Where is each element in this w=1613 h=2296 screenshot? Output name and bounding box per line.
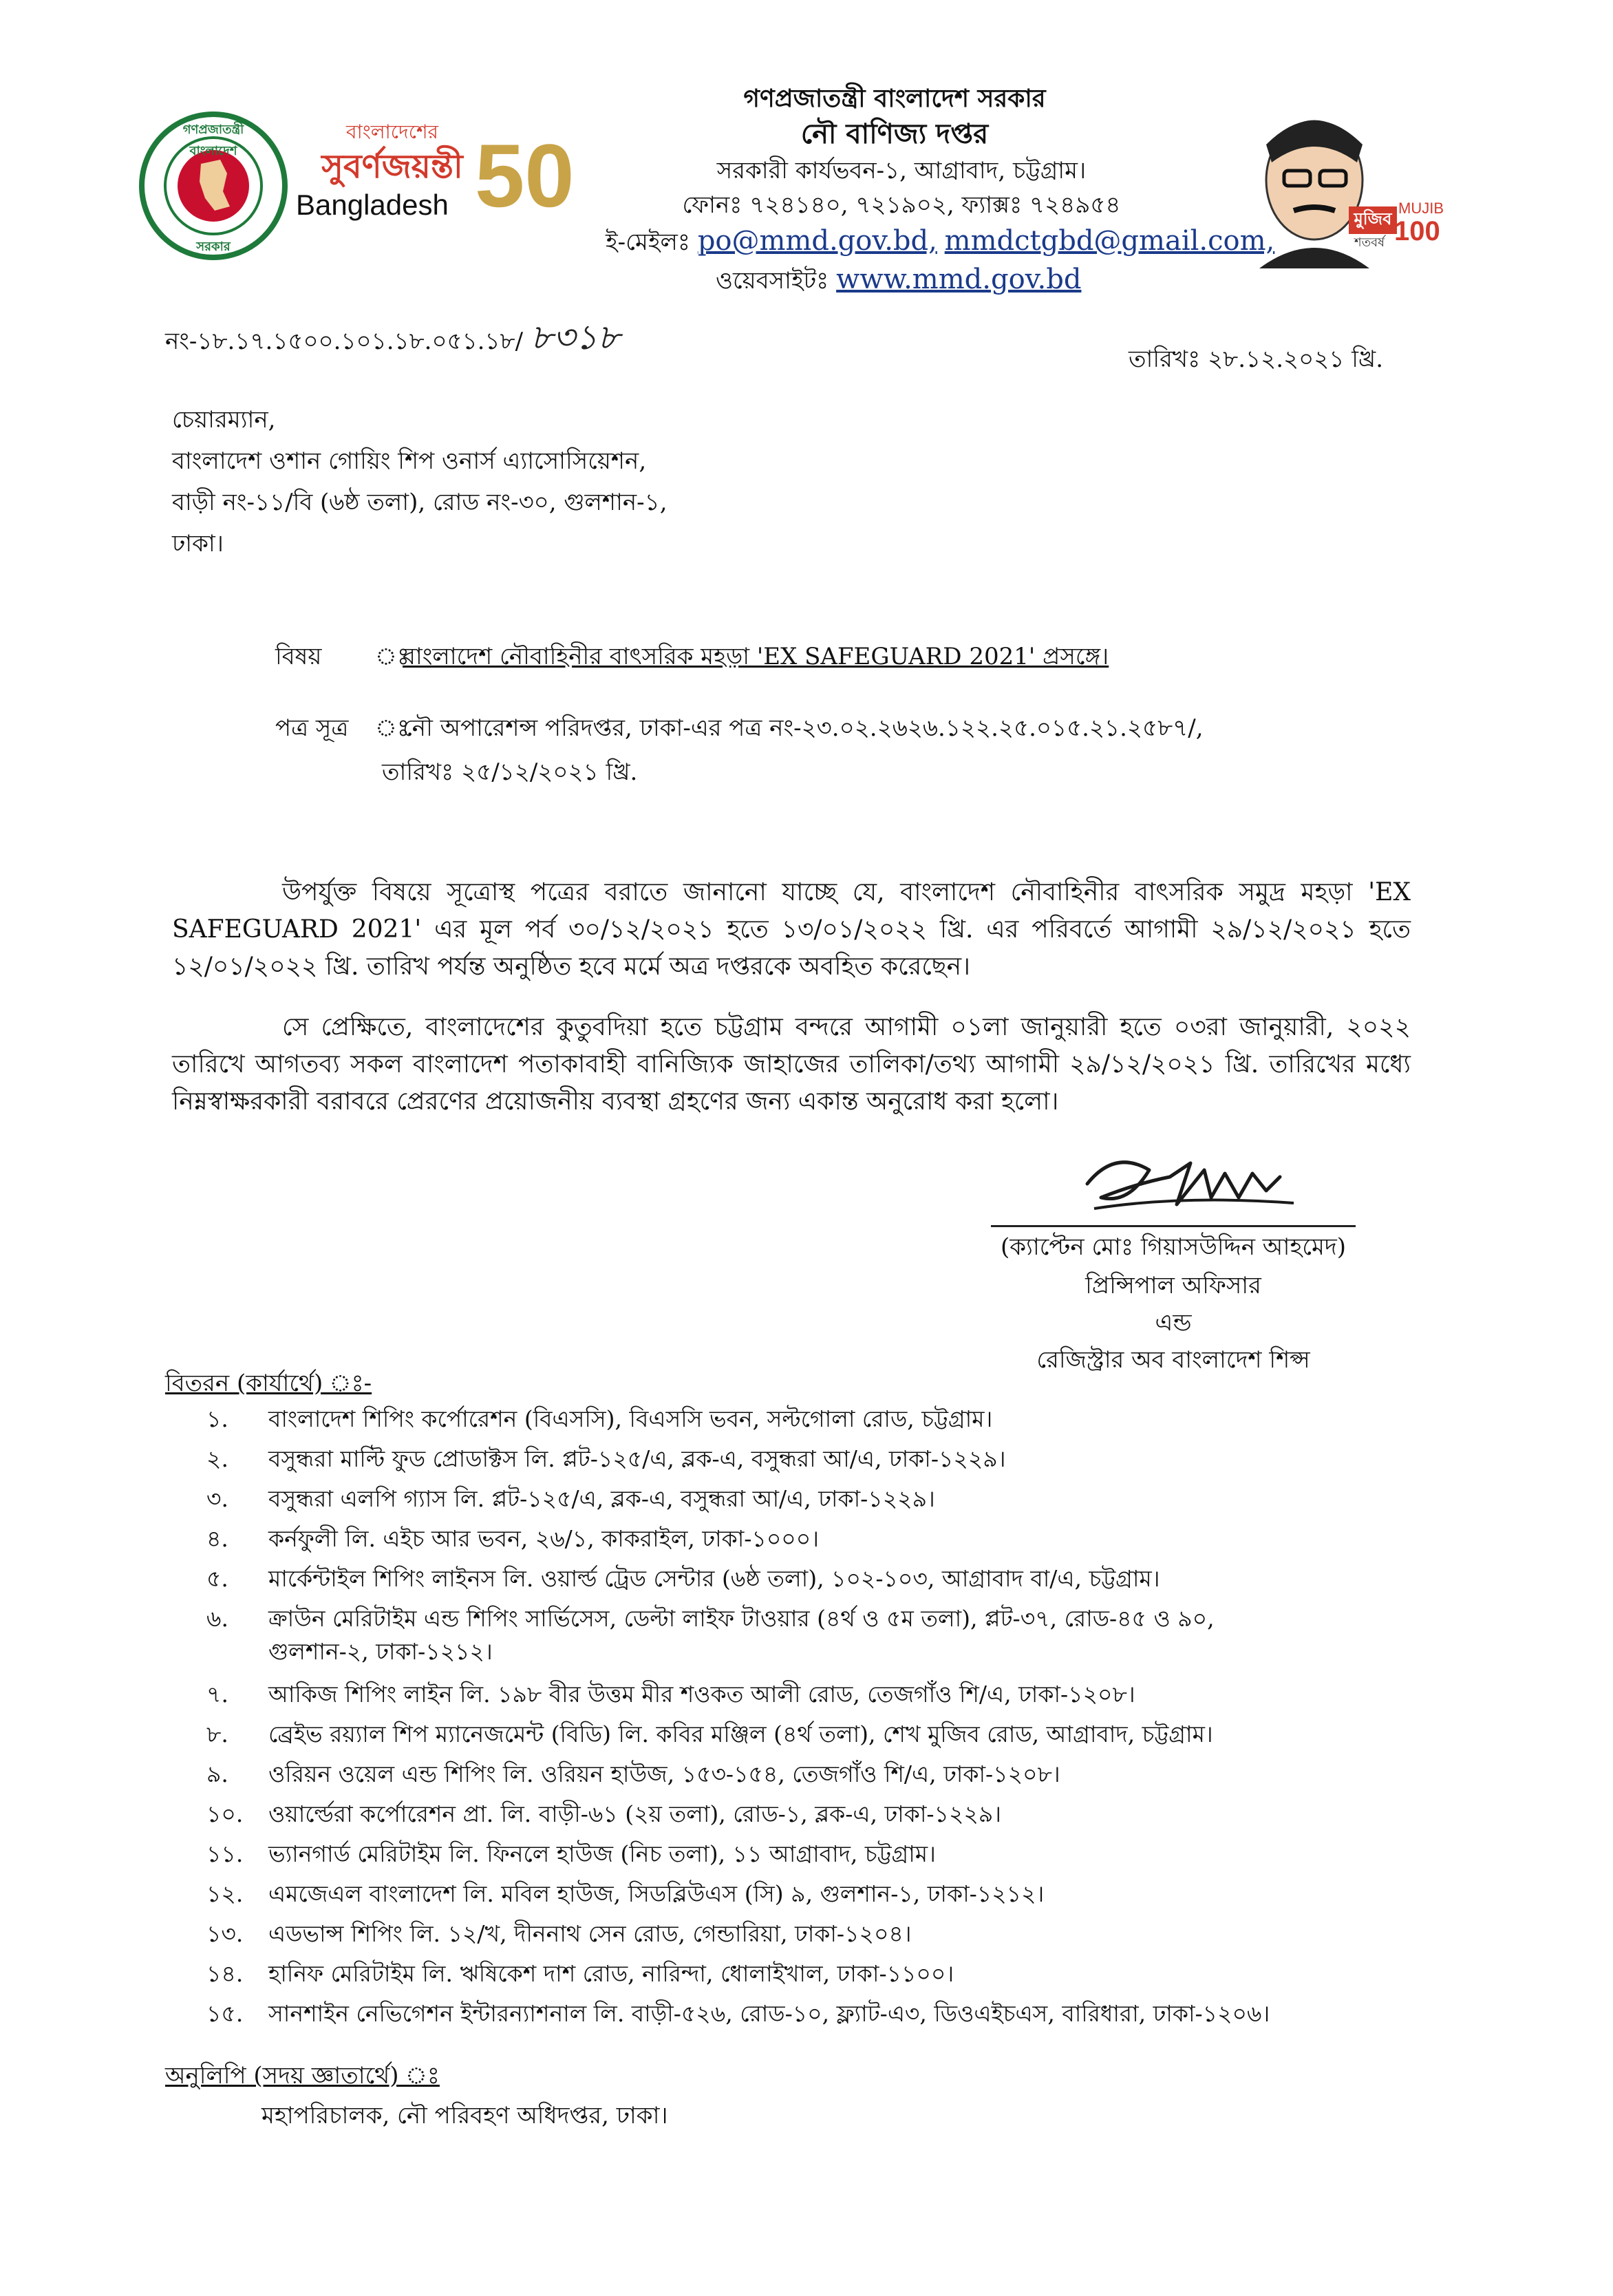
list-item-number: ১৩. xyxy=(206,1920,244,1947)
seal-bottom-text: সরকার xyxy=(196,240,231,254)
recipient-line: বাড়ী নং-১১/বি (৬ষ্ঠ তলা), রোড নং-৩০, গুলশান-১, xyxy=(172,489,667,516)
signature-line xyxy=(991,1225,1356,1227)
list-item-number: ২. xyxy=(206,1445,228,1472)
jubilee-english: Bangladesh xyxy=(296,189,449,221)
subject-label: বিষয় xyxy=(275,643,322,670)
reference-label: পত্র সূত্র xyxy=(275,714,349,742)
list-item-number: ১৫. xyxy=(206,2000,244,2027)
recipient-line: চেয়ারম্যান, xyxy=(172,406,276,434)
header-web-row xyxy=(716,264,1081,296)
signatory-title-2: এন্ড xyxy=(1155,1309,1192,1337)
jubilee-line1: বাংলাদেশের xyxy=(346,120,438,143)
list-item-number: ১১. xyxy=(206,1840,244,1867)
email-label: ই-মেইলঃ xyxy=(606,228,690,256)
reference-line-2: তারিখঃ ২৫/১২/২০২১ খ্রি. xyxy=(382,758,638,786)
seal-top-text: গণপ্রজাতন্ত্রী বাংলাদেশ xyxy=(182,123,244,158)
body-paragraph-1: উপর্যুক্ত বিষয়ে সূত্রোস্থ পত্রের বরাতে জানানো যাচ্ছে যে, বাংলাদেশ নৌবাহিনীর বাৎসরিক সমুদ্র মহড়া 'EX SAFEGUARD 2021' এর মূল পর্ব ৩০/১২/২০২১ হতে ১৩/০১/২০২২ খ্রি. এর পরিবর্তে আগামী ২৯/১২/২০২১ হতে ১২/০১/২০২২ খ্রি. তারিখ পর্যন্ত অনুষ্ঠিত হবে মর্মে অত্র দপ্তরকে অবহিত করেছেন। xyxy=(172,878,1411,981)
recipient-line: বাংলাদেশ ওশান গোয়িং শিপ ওনার্স এ্যাসোসিয়েশন, xyxy=(172,447,647,475)
list-item-number: ৮. xyxy=(206,1721,228,1747)
list-item-text: আকিজ শিপিং লাইন লি. ১৯৮ বীর উত্তম মীর শওকত আলী রোড, তেজগাঁও শি/এ, ঢাকা-১২০৮। xyxy=(268,1681,1135,1708)
list-item-number: ৪. xyxy=(206,1525,228,1552)
body-paragraph-2: সে প্রেক্ষিতে, বাংলাদেশের কুতুবদিয়া হতে চট্টগ্রাম বন্দরে আগামী ০১লা জানুয়ারী হতে ০৩রা জানুয়ারী, ২০২২ তারিখে আগতব্য সকল বাংলাদেশ পতাকাবাহী বানিজ্যিক জাহাজের তালিকা/তথ্য আগামী ২৯/১২/২০২১ খ্রি. তারিখের মধ্যে নিম্নস্বাক্ষরকারী বরাবরে প্রেরণের প্রয়োজনীয় ব্যবস্থা গ্রহণের জন্য একান্ত অনুরোধ করা হলো। xyxy=(172,1013,1411,1116)
list-item-continuation xyxy=(268,1637,493,1667)
memo-date: তারিখঃ ২৮.১২.২০২১ খ্রি. xyxy=(1129,346,1384,373)
header-address: সরকারী কার্যভবন-১, আগ্রাবাদ, চট্টগ্রাম। xyxy=(716,157,1087,184)
list-item-text: এডভান্স শিপিং লি. ১২/খ, দীননাথ সেন রোড, গেন্ডারিয়া, ঢাকা-১২০৪। xyxy=(268,1920,912,1947)
list-item-text: বসুন্ধরা এলপি গ্যাস লি. প্লট-১২৫/এ, ব্লক-এ, বসুন্ধরা আ/এ, ঢাকা-১২২৯। xyxy=(268,1485,935,1512)
memo-reference-number: নং-১৮.১৭.১৫০০.১০১.১৮.০৫১.১৮/ xyxy=(165,328,524,355)
mujib-sub-label: শতবর্ষ xyxy=(1354,235,1385,250)
list-item-number: ৯. xyxy=(206,1761,228,1787)
list-item-number: ১০. xyxy=(206,1800,244,1827)
jubilee-line2: সুবর্ণজয়ন্তী xyxy=(321,147,463,186)
list-item-text: ওরিয়ন ওয়েল এন্ড শিপিং লি. ওরিয়ন হাউজ, ১৫৩-১৫৪, তেজগাঁও শি/এ, ঢাকা-১২০৮। xyxy=(268,1761,1060,1787)
list-item-text: হানিফ মেরিটাইম লি. ঋষিকেশ দাশ রোড, নারিন্দা, ধোলাইখাল, ঢাকা-১১০০। xyxy=(268,1960,954,1987)
list-item-number: ৫. xyxy=(206,1565,228,1592)
list-item-text: ক্রাউন মেরিটাইম এন্ড শিপিং সার্ভিসেস, ডেল্টা লাইফ টাওয়ার (৪র্থ ও ৫ম তলা), প্লট-৩৭, রোড-৪৫ ও ৯০, xyxy=(268,1605,1215,1632)
header-government: গণপ্রজাতন্ত্রী বাংলাদেশ সরকার xyxy=(743,84,1046,113)
copy-heading: অনুলিপি (সদয় জ্ঞাতার্থে) ঃ xyxy=(165,2062,440,2090)
reference-line-1: নৌ অপারেশন্স পরিদপ্তর, ঢাকা-এর পত্র নং-২৩.০২.২৬২৬.১২২.২৫.০১৫.২১.২৫৮৭/, xyxy=(403,714,1204,742)
header-office: নৌ বাণিজ্য দপ্তর xyxy=(800,118,989,150)
distribution-heading: বিতরন (কার্যার্থে) ঃ- xyxy=(165,1370,372,1397)
signatory-title-3: রেজিস্ট্রার অব বাংলাদেশ শিপ্স xyxy=(1036,1346,1310,1374)
memo-reference-handwritten: ৮৩১৮ xyxy=(530,317,620,357)
reference-separator: ঃ xyxy=(375,714,409,742)
subject-text: বাংলাদেশ নৌবাহিনীর বাৎসরিক মহড়া 'EX SAFEGUARD 2021' প্রসঙ্গে। xyxy=(403,643,1109,670)
list-item-text: এমজেএল বাংলাদেশ লি. মবিল হাউজ, সিডব্লিউএস (সি) ৯, গুলশান-১, ঢাকা-১২১২। xyxy=(268,1880,1045,1907)
list-item-number: ৩. xyxy=(206,1485,228,1512)
signatory-title-1: প্রিন্সিপাল অফিসার xyxy=(1085,1272,1261,1299)
signature-image xyxy=(1073,1142,1307,1225)
list-item-text: সানশাইন নেভিগেশন ইন্টারন্যাশনাল লি. বাড়ী-৫২৬, রোড-১০, ফ্ল্যাট-এ৩, ডিওএইচএস, বারিধারা, ঢাকা-১২০৬। xyxy=(268,2000,1270,2027)
list-item-text: বসুন্ধরা মাল্টি ফুড প্রোডাক্টস লি. প্লট-১২৫/এ, ব্লক-এ, বসুন্ধরা আ/এ, ঢাকা-১২২৯। xyxy=(268,1445,1006,1472)
list-item-number: ১. xyxy=(206,1405,228,1432)
jubilee-number: 50 xyxy=(475,125,575,226)
list-item-text: কর্নফুলী লি. এইচ আর ভবন, ২৬/১, কাকরাইল, ঢাকা-১০০০। xyxy=(268,1525,820,1552)
email-link-2[interactable]: mmdctgbd@gmail.com, xyxy=(944,225,1275,257)
golden-jubilee-logo xyxy=(296,117,575,248)
list-item-text: বাংলাদেশ শিপিং কর্পোরেশন (বিএসসি), বিএসসি ভবন, সল্টগোলা রোড, চট্টগ্রাম। xyxy=(268,1405,993,1432)
signatory-name: (ক্যাপ্টেন মোঃ গিয়াসউদ্দিন আহমেদ) xyxy=(1000,1233,1346,1261)
subject-separator: ঃ xyxy=(375,643,409,670)
memo-reference xyxy=(165,317,620,357)
government-seal xyxy=(138,110,289,262)
list-item-text: ভ্যানগার্ড মেরিটাইম লি. ফিনলে হাউজ (নিচ তলা), ১১ আগ্রাবাদ, চট্টগ্রাম। xyxy=(268,1840,936,1867)
list-item-text: ওয়ার্ল্ডেরা কর্পোরেশন প্রা. লি. বাড়ী-৬১ (২য় তলা), রোড-১, ব্লক-এ, ঢাকা-১২২৯। xyxy=(268,1800,1002,1827)
mujib-en-label: MUJIB xyxy=(1398,200,1444,217)
list-item-number: ৬. xyxy=(206,1605,228,1632)
header-phone: ফোনঃ ৭২৪১৪০, ৭২১৯০২, ফ্যাক্সঃ ৭২৪৯৫৪ xyxy=(682,191,1121,219)
handwritten-signature-icon xyxy=(1073,1142,1307,1225)
recipient-block xyxy=(172,399,667,564)
header-email-row xyxy=(606,226,1274,257)
mujib-number: 100 xyxy=(1394,216,1440,246)
list-item-number: ১২. xyxy=(206,1880,244,1907)
list-item-text: মার্কেন্টাইল শিপিং লাইনস লি. ওয়ার্ল্ড ট্রেড সেন্টার (৬ষ্ঠ তলা), ১০২-১০৩, আগ্রাবাদ বা/এ, চট্টগ্রাম। xyxy=(268,1565,1160,1592)
list-item-number: ৭. xyxy=(206,1681,228,1708)
web-label: ওয়েবসাইটঃ xyxy=(716,267,829,295)
list-item-text: গুলশান-২, ঢাকা-১২১২। xyxy=(268,1638,493,1665)
mujib-bn-label: মুজিব xyxy=(1349,206,1397,234)
website-link[interactable]: www.mmd.gov.bd xyxy=(836,264,1082,295)
distribution-list xyxy=(206,1404,1431,2010)
list-item-text: ব্রেইভ রয়্যাল শিপ ম্যানেজমেন্ট (বিডি) লি. কবির মঞ্জিল (৪র্থ তলা), শেখ মুজিব রোড, আগ্রাবাদ, চট্টগ্রাম। xyxy=(268,1721,1213,1747)
list-item-number: ১৪. xyxy=(206,1960,244,1987)
email-link-1[interactable]: po@mmd.gov.bd, xyxy=(697,225,937,257)
copy-item: মহাপরিচালক, নৌ পরিবহণ অধিদপ্তর, ঢাকা। xyxy=(261,2102,668,2129)
recipient-line: ঢাকা। xyxy=(172,530,224,557)
